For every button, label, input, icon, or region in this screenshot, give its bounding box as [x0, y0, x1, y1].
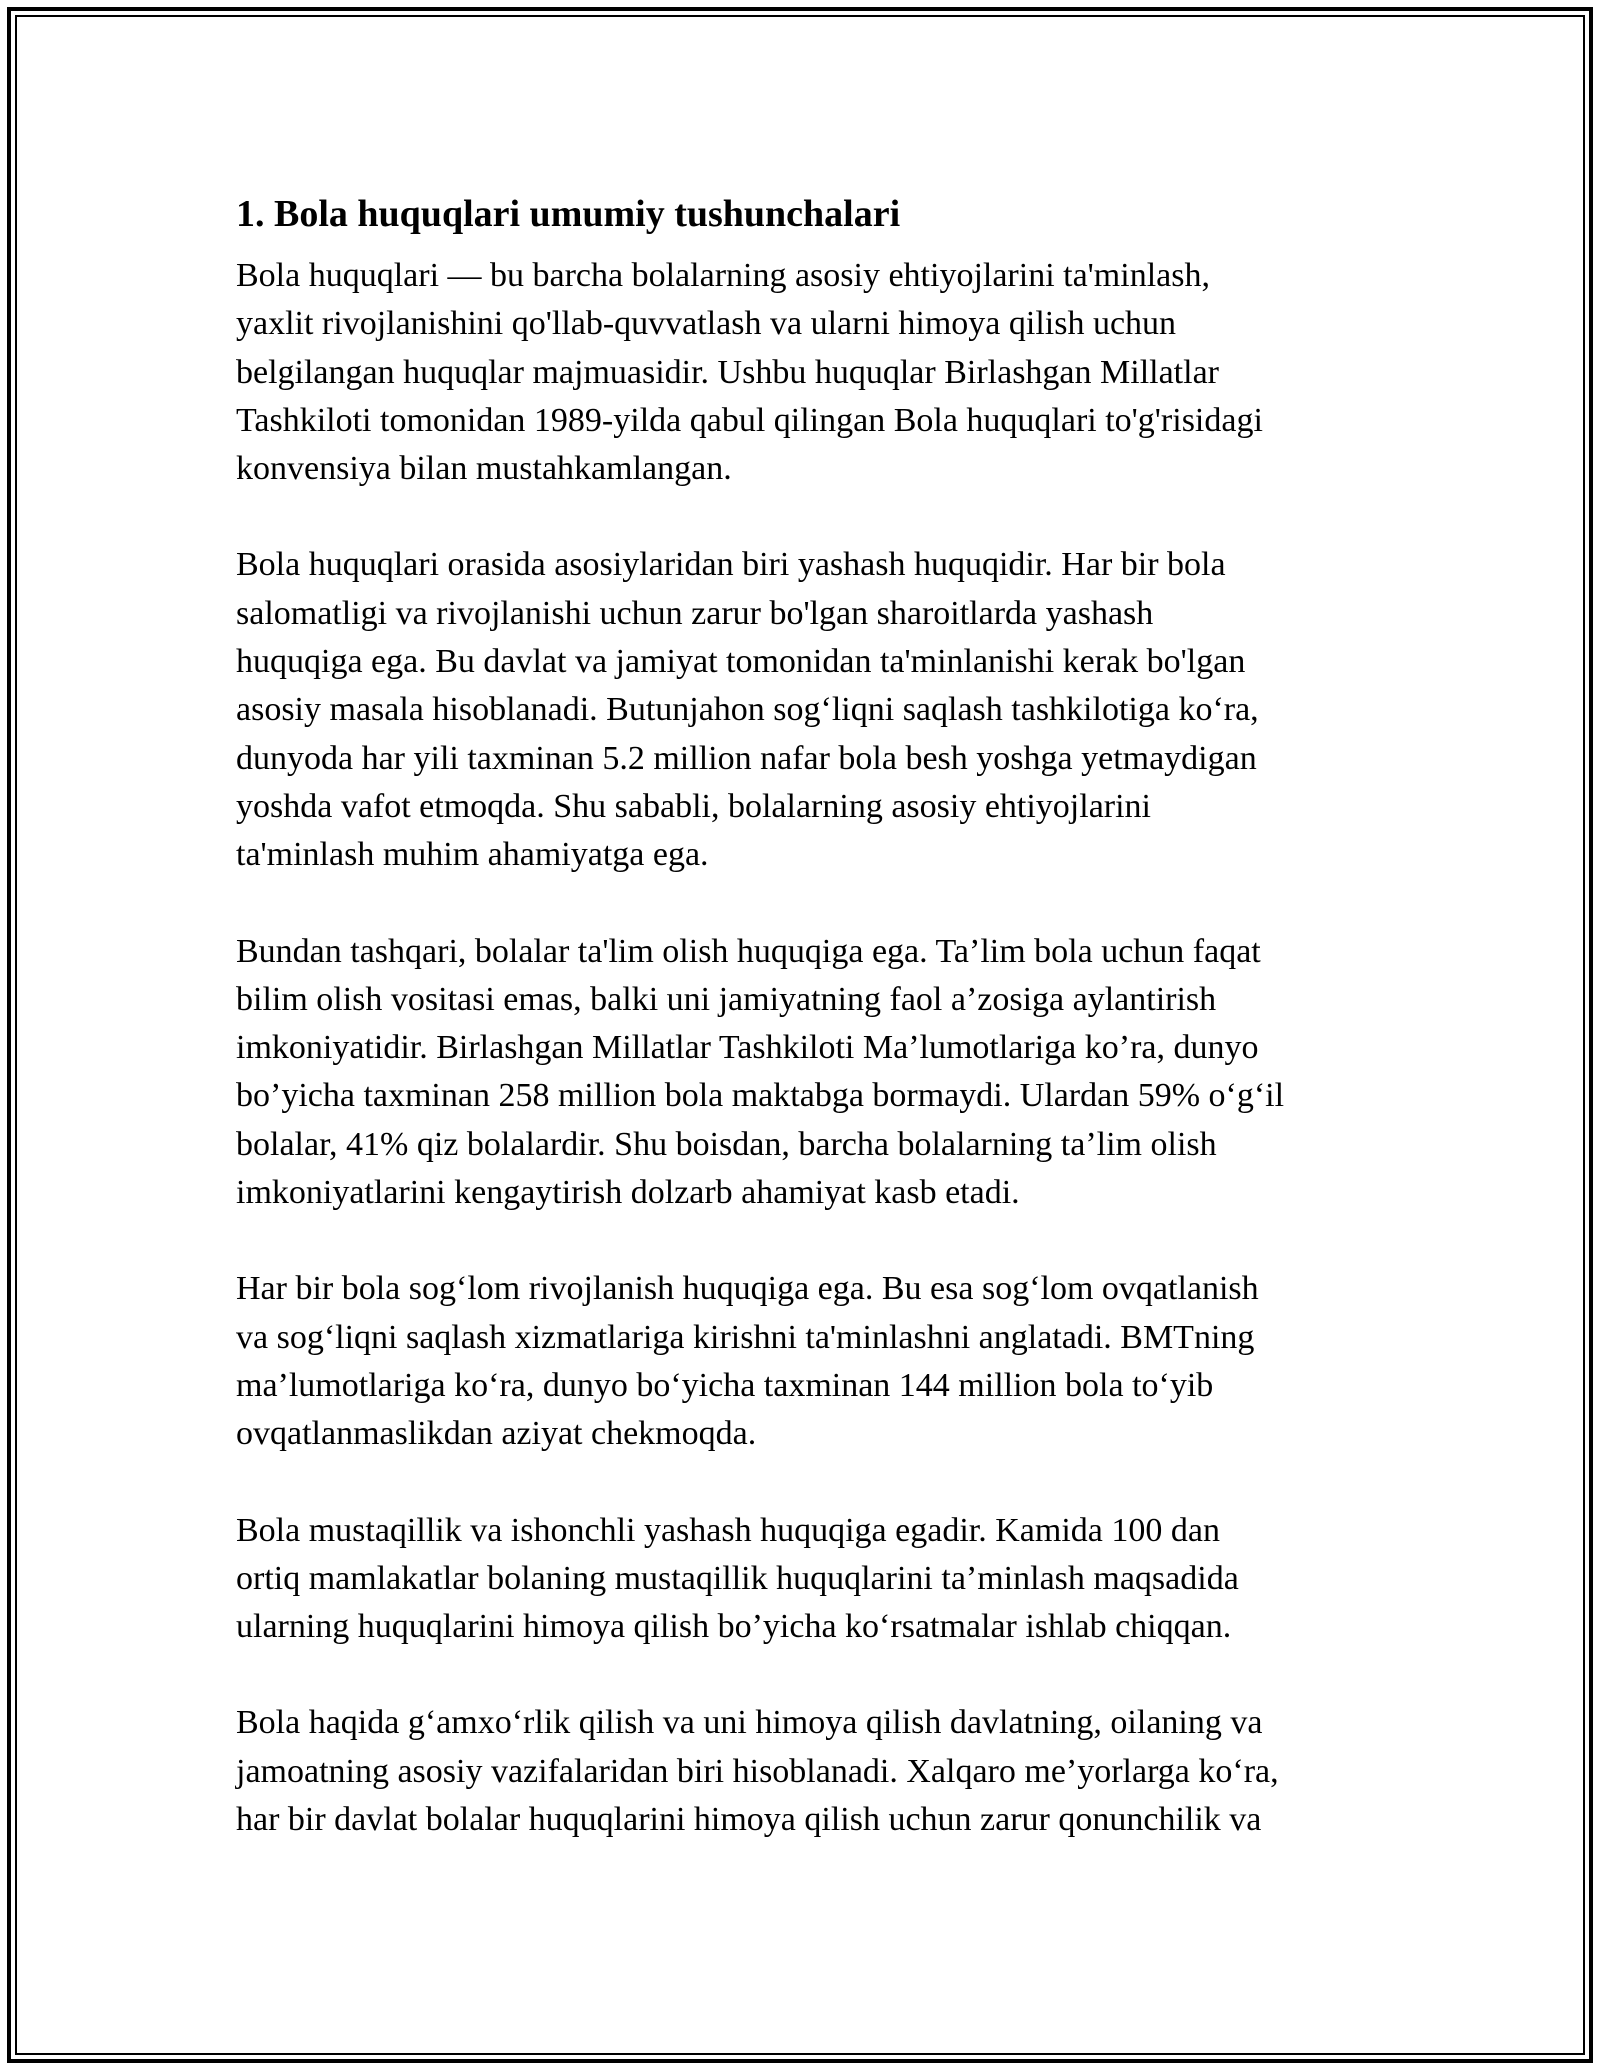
paragraph-line: bilim olish vositasi emas, balki uni jamiyatning faol a’zosiga aylantirish — [236, 980, 1217, 1018]
paragraph-child-protection — [236, 1699, 1396, 1844]
paragraph-line: Bola mustaqillik va ishonchli yashash huquqiga egadir. Kamida 100 dan — [236, 1511, 1220, 1549]
section-heading: 1. Bola huquqlari umumiy tushunchalari — [236, 193, 901, 235]
paragraph-line: ta'minlash muhim ahamiyatga ega. — [236, 836, 709, 874]
paragraph-line: ortiq mamlakatlar bolaning mustaqillik huquqlarini ta’minlash maqsadida — [236, 1559, 1239, 1597]
paragraph-line: imkoniyatidir. Birlashgan Millatlar Tashkiloti Ma’lumotlariga ko’ra, dunyo — [236, 1029, 1259, 1067]
paragraph-line: Bundan tashqari, bolalar ta'lim olish huquqiga ega. Ta’lim bola uchun faqat — [236, 932, 1261, 970]
paragraph-line: belgilangan huquqlar majmuasidir. Ushbu huquqlar Birlashgan Millatlar — [236, 353, 1219, 391]
paragraph-line: salomatligi va rivojlanishi uchun zarur bo'lgan sharoitlarda yashash — [236, 594, 1154, 632]
paragraph-line: Har bir bola sog‘lom rivojlanish huquqiga ega. Bu esa sog‘lom ovqatlanish — [236, 1270, 1259, 1308]
paragraph-right-to-health — [236, 1265, 1396, 1458]
paragraph-line: har bir davlat bolalar huquqlarini himoya qilish uchun zarur qonunchilik va — [236, 1801, 1262, 1839]
paragraph-line: bolalar, 41% qiz bolalardir. Shu boisdan, barcha bolalarning ta’lim olish — [236, 1125, 1217, 1163]
paragraph-line: Tashkiloti tomonidan 1989-yilda qabul qilingan Bola huquqlari to'g'risidagi — [236, 401, 1263, 439]
paragraph-line: ovqatlanmaslikdan aziyat chekmoqda. — [236, 1415, 757, 1453]
paragraph-line: bo’yicha taxminan 258 million bola maktabga bormaydi. Ulardan 59% o‘g‘il — [236, 1077, 1285, 1115]
paragraph-definition — [236, 252, 1396, 493]
document-body — [236, 188, 1396, 1892]
paragraph-right-to-independence — [236, 1507, 1396, 1652]
paragraph-line: dunyoda har yili taxminan 5.2 million nafar bola besh yoshga yetmaydigan — [236, 739, 1257, 777]
paragraph-line: ma’lumotlariga ko‘ra, dunyo bo‘yicha taxminan 144 million bola to‘yib — [236, 1366, 1214, 1404]
paragraph-line: va sog‘liqni saqlash xizmatlariga kirishni ta'minlashni anglatadi. BMTning — [236, 1318, 1255, 1356]
paragraph-line: Bola haqida g‘amxo‘rlik qilish va uni himoya qilish davlatning, oilaning va — [236, 1704, 1263, 1742]
paragraph-line: Bola huquqlari — bu barcha bolalarning asosiy ehtiyojlarini ta'minlash, — [236, 257, 1210, 294]
paragraph-line: konvensiya bilan mustahkamlangan. — [236, 450, 732, 488]
paragraph-line: ularning huquqlarini himoya qilish bo’yicha ko‘rsatmalar ishlab chiqqan. — [236, 1608, 1232, 1646]
paragraph-right-to-life — [236, 541, 1396, 879]
paragraph-line: yoshda vafot etmoqda. Shu sababli, bolalarning asosiy ehtiyojlarini — [236, 787, 1151, 825]
paragraph-line: imkoniyatlarini kengaytirish dolzarb ahamiyat kasb etadi. — [236, 1174, 1020, 1212]
paragraph-line: asosiy masala hisoblanadi. Butunjahon sog‘liqni saqlash tashkilotiga ko‘ra, — [236, 691, 1259, 729]
paragraph-line: yaxlit rivojlanishini qo'llab-quvvatlash va ularni himoya qilish uchun — [236, 305, 1177, 343]
paragraph-line: Bola huquqlari orasida asosiylaridan biri yashash huquqidir. Har bir bola — [236, 546, 1226, 584]
paragraph-line: jamoatning asosiy vazifalaridan biri hisoblanadi. Xalqaro me’yorlarga ko‘ra, — [236, 1752, 1279, 1790]
paragraph-right-to-education — [236, 928, 1396, 1218]
paragraph-line: huquqiga ega. Bu davlat va jamiyat tomonidan ta'minlanishi kerak bo'lgan — [236, 643, 1246, 681]
